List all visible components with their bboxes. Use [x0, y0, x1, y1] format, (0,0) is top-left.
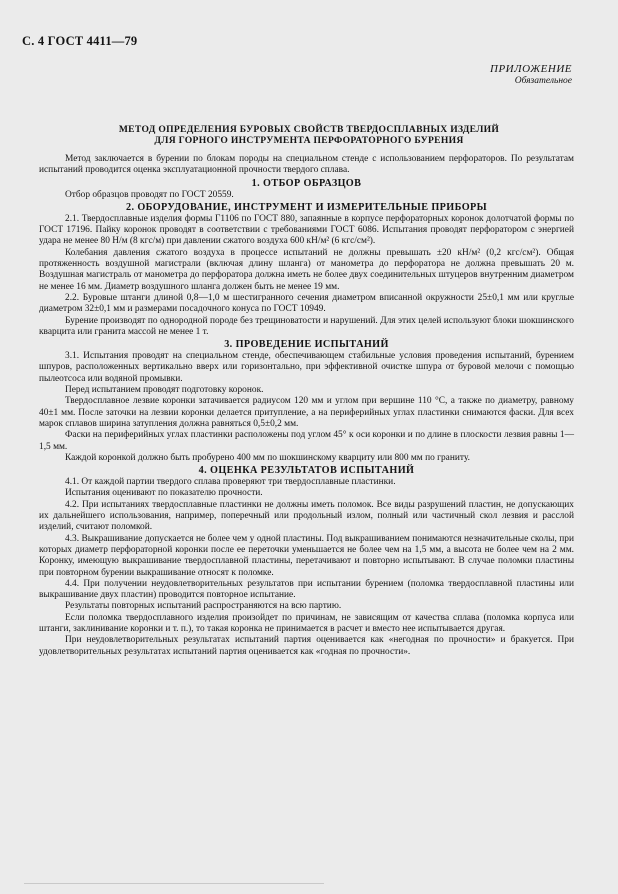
paragraph: 4.4. При получении неудовлетворительных результатов при испытании бурением (поломка твердосплавной пластины или выкрашивание двух пластин) проводится повторное испытание.: [39, 578, 574, 601]
document-title: [40, 124, 578, 146]
annex-label: [490, 63, 572, 86]
paragraph: При неудовлетворительных результатах испытаний партия оценивается как «негодная по прочности» и бракуется. При удовлетворительных результатах испытаний партия оценивается как «годная по прочности».: [39, 635, 574, 657]
intro-paragraph: Метод заключается в бурении по блокам породы на специальном стенде с использованием перфораторов. По результатам испытаний проводится оценка эксплуатационной прочности твердого сплава.: [39, 154, 574, 176]
section-heading: 2. ОБОРУДОВАНИЕ, ИНСТРУМЕНТ И ИЗМЕРИТЕЛЬНЫЕ ПРИБОРЫ: [125, 201, 488, 213]
paragraph: 3.1. Испытания проводят на специальном стенде, обеспечивающем стабильные условия проведения испытаний, бурением шпуров, расположенных вертикально вверх или горизонтально, при эффективной очистке шпура от буровой мелочи с помощью пылеотсоса или водяной промывки.: [39, 351, 574, 384]
paragraph: 4.2. При испытаниях твердосплавные пластинки не должны иметь поломок. Все виды разрушений пластин, не допускающих их дальнейшего использования, например, поперечный или продольный излом, полный или частичный скол лезвия и расслой изделий, считают поломкой.: [39, 499, 574, 533]
section-heading: 3. ПРОВЕДЕНИЕ ИСПЫТАНИЙ: [224, 339, 389, 351]
page-header: С. 4 ГОСТ 4411—79: [22, 34, 138, 48]
paragraph: Перед испытанием проводят подготовку коронок.: [65, 385, 264, 396]
paragraph: Фаски на периферийных углах пластинки расположены под углом 45° к оси коронки и по длине в плоскости лезвия равны 1—1,5 мм.: [39, 430, 574, 452]
scan-edge-line: [24, 883, 324, 884]
paragraph: 2.1. Твердосплавные изделия формы Г1106 по ГОСТ 880, запаянные в корпусе перфораторных коронок долотчатой формы по ГОСТ 17196. Пайку коронок проводят в соответствии с требованиями ГОСТ 6086. Испытания проводят перфоратором с энергией удара не менее 80 Н/м (8 кгс/м) при давлении сжатого воздуха 600 кН/м² (6 кгс/см²).: [39, 213, 574, 247]
annex-title: ПРИЛОЖЕНИЕ: [490, 63, 572, 75]
section-heading: 4. ОЦЕНКА РЕЗУЛЬТАТОВ ИСПЫТАНИЙ: [198, 465, 415, 477]
paragraph: Твердосплавное лезвие коронки затачивается радиусом 120 мм и углом при вершине 110 °С, а также по диаметру, равному 40±1 мм. После заточки на лезвии коронки делается притупление, а на периферийных углах пластинки снимаются фаски. Для всех марок сплавов ширина затупления должна равняться 0,5±0,2 мм.: [39, 396, 574, 429]
paragraph: Колебания давления сжатого воздуха в процессе испытаний не должны превышать ±20 кН/м² (0,2 кгс/см²). Общая протяженность воздушной магистрали (включая длину шланга) от манометра до перфоратора не должна превышать 20 м. Воздушная магистраль от манометра до перфоратора должна иметь не более двух соединительных штуцеров внутренним диаметром не менее 16 мм. Диаметр воздушного шланга должен быть не менее 19 мм.: [39, 247, 574, 292]
paragraph: Если поломка твердосплавного изделия произойдет по причинам, не зависящим от качества сплава (поломка корпуса или штанги, заклинивание коронки и т. п.), то такая коронка не принимается в расчет и вместо нее испытывается другая.: [39, 612, 574, 634]
section-heading: 1. ОТБОР ОБРАЗЦОВ: [251, 177, 362, 189]
paragraph: 4.1. От каждой партии твердого сплава проверяют три твердосплавные пластинки.: [65, 477, 396, 488]
document-body: [39, 154, 574, 658]
paragraph: 2.2. Буровые штанги длиной 0,8—1,0 м шестигранного сечения диаметром вписанной окружности 25±0,1 мм или круглые диаметром 32±0,1 мм и размерами посадочного конуса по ГОСТ 10949.: [39, 292, 574, 315]
paragraph: Бурение производят по однородной породе без трещиноватости и нарушений. Для этих целей используют блоки шокшинского кварцита или гранита массой не менее 1 т.: [39, 315, 574, 337]
paragraph: Результаты повторных испытаний распространяются на всю партию.: [65, 601, 342, 612]
paragraph: Отбор образцов проводят по ГОСТ 20559.: [65, 189, 234, 200]
title-line-2: ДЛЯ ГОРНОГО ИНСТРУМЕНТА ПЕРФОРАТОРНОГО БУРЕНИЯ: [154, 135, 464, 146]
paragraph: 4.3. Выкрашивание допускается не более чем у одной пластины. Под выкрашиванием понимаются незначительные сколы, при которых диаметр перфораторной коронки после ее переточки уменьшается не более чем на 1,5 мм, а высота не более чем на 2 мм. Коронку, имеющую выкрашивание твердосплавной пластины, перетачивают и повторно испытывают. В случае поломки пластины при повторном бурении выкрашивание относят к поломке.: [39, 533, 574, 578]
annex-status: Обязательное: [514, 76, 572, 86]
paragraph: Каждой коронкой должно быть пробурено 400 мм по шокшинскому кварциту или 800 мм по граниту.: [65, 452, 470, 463]
title-line-1: МЕТОД ОПРЕДЕЛЕНИЯ БУРОВЫХ СВОЙСТВ ТВЕРДОСПЛАВНЫХ ИЗДЕЛИЙ: [118, 124, 500, 135]
paragraph: Испытания оценивают по показателю прочности.: [65, 488, 263, 499]
